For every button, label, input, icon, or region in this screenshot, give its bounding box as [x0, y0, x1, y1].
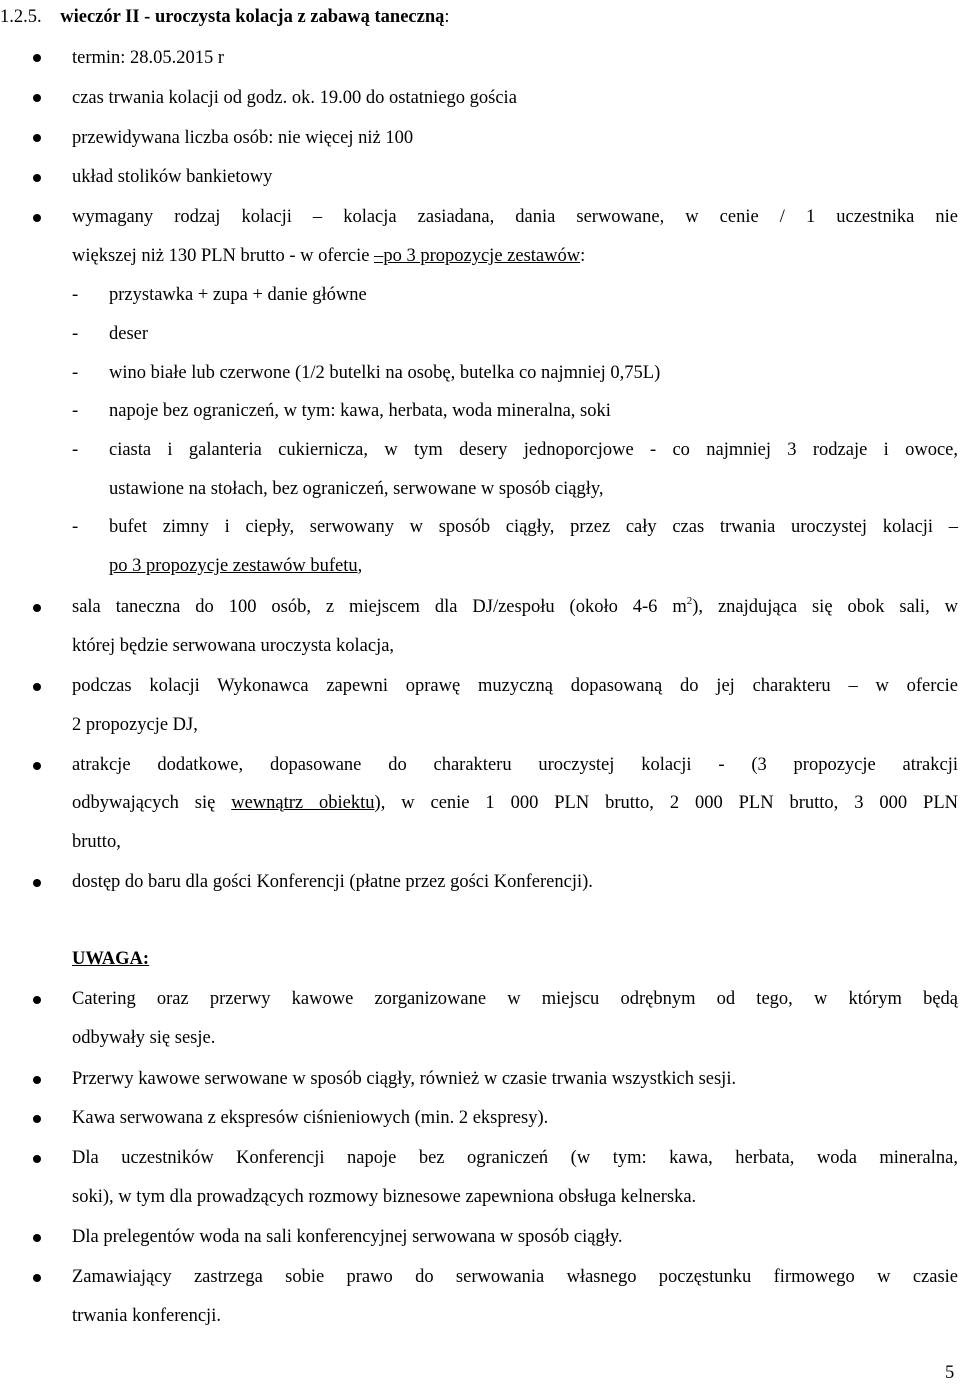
atrakcje-text: odbywających się [72, 793, 232, 813]
note-zamawiajacy-line2: trwania konferencji. [72, 1306, 221, 1326]
dash-item-wino: wino białe lub czerwone (1/2 butelki na osobę, butelka co najmniej 0,75L) [109, 363, 661, 383]
section-number: 1.2.5. [0, 7, 42, 27]
page-number: 5 [945, 1363, 955, 1383]
dash-marker: - [72, 363, 79, 383]
bufet-comma: , [357, 556, 363, 576]
item-podczas-line1: podczas kolacji Wykonawca zapewni oprawę muzyczną dopasowaną do jej charakteru – w ofercie [72, 676, 958, 696]
item-sala-line1 [72, 596, 958, 618]
dash-marker: - [72, 324, 79, 344]
dash-item-bufet-line1: bufet zimny i ciepły, serwowany w sposób ciągły, przez cały czas trwania uroczystej kolacji – [109, 517, 958, 537]
dash-marker: - [72, 401, 79, 421]
bullet-icon [33, 134, 41, 142]
dash-item-napoje: napoje bez ograniczeń, w tym: kawa, herbata, woda mineralna, soki [109, 401, 611, 421]
note-kawa: Kawa serwowana z ekspresów ciśnieniowych (min. 2 ekspresy). [72, 1108, 549, 1128]
note-przerwy: Przerwy kawowe serwowane w sposób ciągły, również w czasie trwania wszystkich sesji. [72, 1069, 737, 1089]
note-napoje-line1: Dla uczestników Konferencji napoje bez ograniczeń (w tym: kawa, herbata, woda mineralna, [72, 1148, 958, 1168]
bullet-icon [33, 54, 41, 62]
section-heading [0, 6, 450, 28]
bullet-icon [33, 1234, 41, 1242]
bullet-icon [33, 1076, 41, 1084]
rodzaj-underlined: –po 3 propozycje zestawów [374, 246, 581, 266]
item-atrakcje-line3: brutto, [72, 832, 121, 852]
dash-item-bufet-line2 [109, 555, 362, 577]
bullet-icon [33, 214, 41, 222]
rodzaj-text: większej niż 130 PLN brutto - w ofercie [72, 246, 375, 266]
item-sala-line2: której będzie serwowana uroczysta kolacja, [72, 636, 395, 656]
item-atrakcje-line2 [72, 792, 958, 814]
item-rodzaj-line2 [72, 245, 585, 267]
item-termin: termin: 28.05.2015 r [72, 48, 225, 68]
item-atrakcje-line1: atrakcje dodatkowe, dopasowane do charakteru uroczystej kolacji - (3 propozycje atrakcji [72, 755, 958, 775]
item-uklad: układ stolików bankietowy [72, 167, 273, 187]
bullet-icon [33, 174, 41, 182]
item-liczba: przewidywana liczba osób: nie więcej niż 100 [72, 128, 414, 148]
note-zamawiajacy-line1: Zamawiający zastrzega sobie prawo do serwowania własnego poczęstunku firmowego w czasie [72, 1267, 958, 1287]
bullet-icon [33, 604, 41, 612]
item-dostep: dostęp do baru dla gości Konferencji (płatne przez gości Konferencji). [72, 872, 593, 892]
bufet-underlined: po 3 propozycje zestawów bufetu [109, 556, 358, 576]
dash-item-deser: deser [109, 324, 149, 344]
section-colon: : [444, 7, 450, 27]
note-catering-line1: Catering oraz przerwy kawowe zorganizowane w miejscu odrębnym od tego, w którym będą [72, 989, 958, 1009]
dash-item-przystawka: przystawka + zupa + danie główne [109, 285, 367, 305]
uwaga-heading: UWAGA: [72, 949, 150, 969]
sala-text-end: ), znajdująca się obok sali, w [692, 597, 958, 617]
dash-marker: - [72, 285, 79, 305]
note-napoje-line2: soki), w tym dla prowadzących rozmowy biznesowe zapewniona obsługa kelnerska. [72, 1187, 697, 1207]
atrakcje-underlined: wewnątrz obiektu [231, 793, 375, 813]
item-rodzaj-line1: wymagany rodzaj kolacji – kolacja zasiadana, dania serwowane, w cenie / 1 uczestnika nie [72, 207, 958, 227]
bullet-icon [33, 94, 41, 102]
bullet-icon [33, 1155, 41, 1163]
bullet-icon [33, 762, 41, 770]
bullet-icon [33, 996, 41, 1004]
sala-superscript: 2 [686, 595, 693, 607]
dash-item-ciasta-line2: ustawione na stołach, bez ograniczeń, serwowane w sposób ciągły, [109, 479, 604, 499]
section-title: wieczór II - uroczysta kolacja z zabawą taneczną [60, 7, 445, 27]
atrakcje-text-end: ), w cenie 1 000 PLN brutto, 2 000 PLN brutto, 3 000 PLN [374, 793, 958, 813]
dash-marker: - [72, 440, 79, 460]
dash-item-ciasta-line1: ciasta i galanteria cukiernicza, w tym desery jednoporcjowe - co najmniej 3 rodzaje i owoce, [109, 440, 958, 460]
rodzaj-colon: : [580, 246, 586, 266]
bullet-icon [33, 1274, 41, 1282]
bullet-icon [33, 1115, 41, 1123]
bullet-icon [33, 683, 41, 691]
note-catering-line2: odbywały się sesje. [72, 1028, 216, 1048]
dash-marker: - [72, 517, 79, 537]
item-czas: czas trwania kolacji od godz. ok. 19.00 do ostatniego gościa [72, 88, 517, 108]
sala-text: sala taneczna do 100 osób, z miejscem dla DJ/zespołu (około 4-6 m [72, 597, 687, 617]
bullet-icon [33, 879, 41, 887]
item-podczas-line2: 2 propozycje DJ, [72, 715, 198, 735]
note-prelegenci: Dla prelegentów woda na sali konferencyjnej serwowana w sposób ciągły. [72, 1227, 623, 1247]
